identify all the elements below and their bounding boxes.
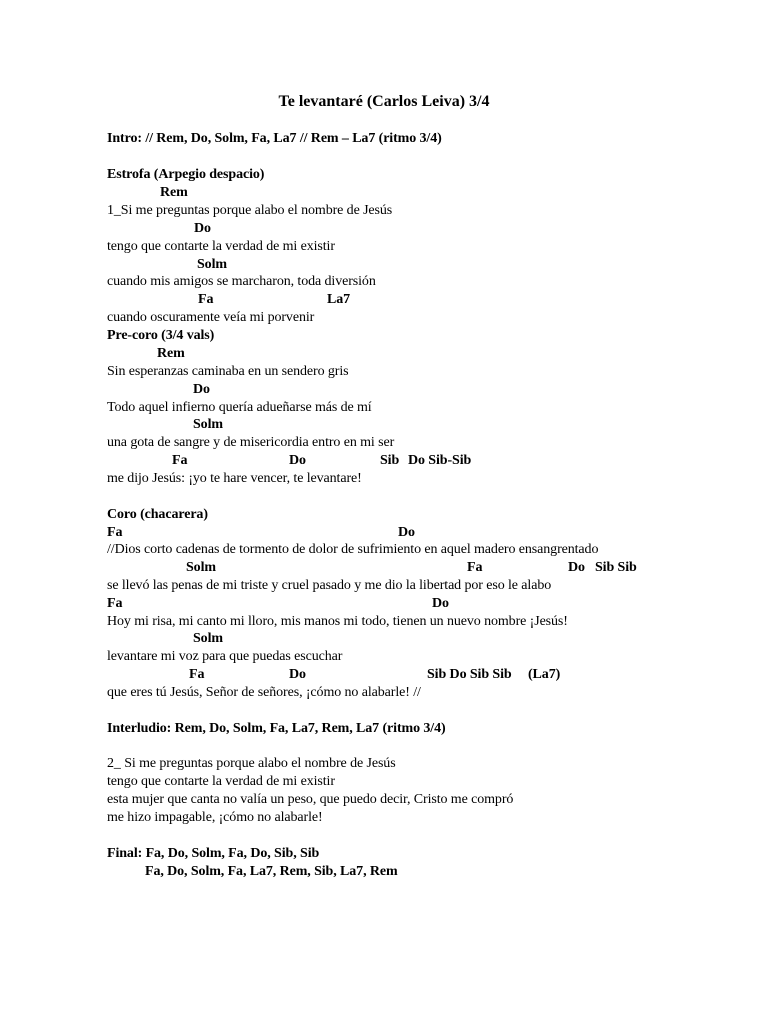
interludio-line: Interludio: Rem, Do, Solm, Fa, La7, Rem, La7 (ritmo 3/4) <box>107 721 446 736</box>
lyric-line: se llevó las penas de mi triste y cruel pasado y me dio la libertad por eso le alabo <box>107 578 552 593</box>
precoro-heading: Pre-coro (3/4 vals) <box>107 328 215 343</box>
chord: Do <box>432 596 449 611</box>
intro-line: Intro: // Rem, Do, Solm, Fa, La7 // Rem – La7 (ritmo 3/4) <box>107 131 442 146</box>
lyric-line: Todo aquel infierno quería adueñarse más de mí <box>107 400 372 415</box>
lyric-line: tengo que contarte la verdad de mi existir <box>107 774 335 789</box>
lyric-line: que eres tú Jesús, Señor de señores, ¡cómo no alabarle! // <box>107 685 421 700</box>
lyric-line: me hizo impagable, ¡cómo no alabarle! <box>107 810 323 825</box>
chord: Fa <box>467 560 483 575</box>
lyric-line: 2_ Si me preguntas porque alabo el nombre de Jesús <box>107 756 396 771</box>
song-title: Te levantaré (Carlos Leiva) 3/4 <box>278 93 490 110</box>
chord: La7 <box>327 292 351 307</box>
lyric-line: Hoy mi risa, mi canto mi lloro, mis manos mi todo, tienen un nuevo nombre ¡Jesús! <box>107 614 568 629</box>
chord: (La7) <box>528 667 561 682</box>
chord: Do <box>289 667 306 682</box>
chord: Fa <box>107 525 123 540</box>
chord: Sib Sib <box>595 560 637 575</box>
chord: Do <box>289 453 306 468</box>
chord: Solm <box>193 417 223 432</box>
final-line: Final: Fa, Do, Solm, Fa, Do, Sib, Sib <box>107 846 320 861</box>
lyric-line: cuando mis amigos se marcharon, toda diversión <box>107 274 376 289</box>
chord: Fa <box>172 453 188 468</box>
chord: Fa <box>107 596 123 611</box>
coro-heading: Coro (chacarera) <box>107 507 208 522</box>
chord: Rem <box>160 185 188 200</box>
lyric-line: levantare mi voz para que puedas escuchar <box>107 649 343 664</box>
chord: Sib <box>380 453 400 468</box>
chord: Fa <box>198 292 214 307</box>
lyric-line: una gota de sangre y de misericordia entro en mi ser <box>107 435 395 450</box>
chord: Fa <box>189 667 205 682</box>
lyric-line: me dijo Jesús: ¡yo te hare vencer, te levantare! <box>107 471 362 486</box>
chord: Do Sib-Sib <box>408 453 472 468</box>
lyric-line: tengo que contarte la verdad de mi existir <box>107 239 335 254</box>
chord: Solm <box>193 631 223 646</box>
chord: Rem <box>157 346 185 361</box>
lyric-line: //Dios corto cadenas de tormento de dolor de sufrimiento en aquel madero ensangrentado <box>107 542 599 557</box>
estrofa-heading: Estrofa (Arpegio despacio) <box>107 167 265 182</box>
lyric-line: cuando oscuramente veía mi porvenir <box>107 310 315 325</box>
chord: Solm <box>186 560 216 575</box>
final-line-2: Fa, Do, Solm, Fa, La7, Rem, Sib, La7, Rem <box>145 864 398 879</box>
lyric-line: esta mujer que canta no valía un peso, que puedo decir, Cristo me compró <box>107 792 514 807</box>
chord: Sib Do Sib Sib <box>427 667 512 682</box>
lyric-line: 1_Si me preguntas porque alabo el nombre de Jesús <box>107 203 393 218</box>
chord: Do <box>398 525 415 540</box>
chord: Do <box>568 560 585 575</box>
chord: Solm <box>197 257 227 272</box>
chord: Do <box>193 382 210 397</box>
lyric-line: Sin esperanzas caminaba en un sendero gris <box>107 364 349 379</box>
chord: Do <box>194 221 211 236</box>
